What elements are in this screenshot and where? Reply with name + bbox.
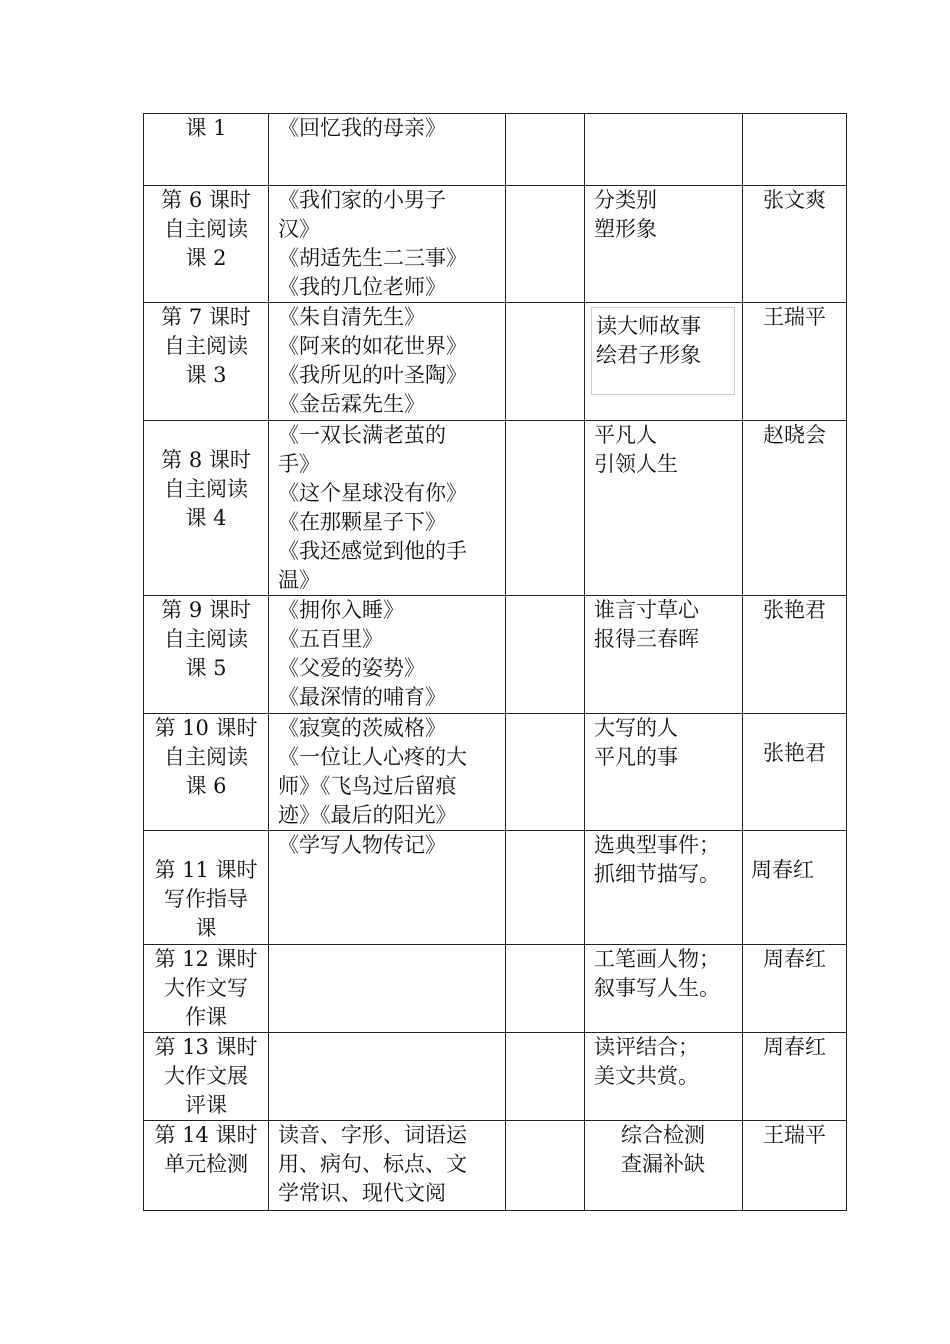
lesson-text: 第 7 课时: [161, 305, 251, 329]
text-title: 师》《飞鸟过后留痕: [278, 774, 457, 798]
teacher-cell: [743, 1121, 847, 1211]
texts-cell: [269, 421, 506, 596]
teacher-cell: [743, 421, 847, 596]
blank-cell: [506, 303, 585, 421]
goal-text: 大写的人: [594, 716, 678, 740]
blank-cell: [506, 1121, 585, 1211]
text-title: 《在那颗星子下》: [278, 510, 446, 534]
lesson-text: 第 13 课时: [154, 1035, 258, 1059]
lesson-text: 课 3: [185, 363, 227, 387]
blank-cell: [506, 114, 585, 186]
goal-cell: [585, 421, 743, 596]
lesson-text: 单元检测: [164, 1152, 248, 1176]
text-title: 《寂寞的茨威格》: [278, 716, 446, 740]
texts-cell: [269, 303, 506, 421]
teacher-name: 张艳君: [763, 741, 826, 765]
table-row: [144, 1033, 847, 1121]
table-row: [144, 945, 847, 1033]
teacher-name: 周春红: [763, 1035, 826, 1059]
lesson-text: 第 12 课时: [154, 947, 258, 971]
lesson-cell: [144, 1033, 269, 1121]
texts-cell: [269, 1121, 506, 1211]
lesson-text: 课 2: [185, 246, 227, 270]
goal-text: 抓细节描写。: [594, 862, 720, 886]
lesson-text: 写作指导: [164, 887, 248, 911]
table-row: [144, 303, 847, 421]
goal-text: 平凡的事: [594, 745, 678, 769]
lesson-text: 第 11 课时: [154, 858, 258, 882]
lesson-text: 自主阅读: [164, 477, 248, 501]
texts-cell: [269, 186, 506, 303]
teacher-cell: [743, 945, 847, 1033]
table-row: [144, 186, 847, 303]
goal-text: 美文共赏。: [594, 1064, 699, 1088]
goal-cell: [585, 186, 743, 303]
lesson-text: 大作文展: [164, 1064, 248, 1088]
blank-cell: [506, 186, 585, 303]
teacher-cell: [743, 1033, 847, 1121]
teacher-cell: [743, 596, 847, 714]
lesson-text: 课 6: [185, 774, 227, 798]
goal-text: 引领人生: [594, 452, 678, 476]
text-title: 《一双长满老茧的: [278, 423, 446, 447]
lesson-cell: [144, 421, 269, 596]
goal-text: 读评结合；: [594, 1035, 699, 1059]
text-title: 温》: [278, 568, 320, 592]
teacher-name: 周春红: [763, 947, 826, 971]
text-title: 《这个星球没有你》: [278, 481, 467, 505]
goal-text: 叙事写人生。: [594, 976, 720, 1000]
lesson-text: 自主阅读: [164, 627, 248, 651]
texts-cell: [269, 945, 506, 1033]
text-title: 《胡适先生二三事》: [278, 246, 467, 270]
lesson-text: 课 5: [185, 656, 227, 680]
text-title: 《我还感觉到他的手: [278, 539, 467, 563]
teacher-name: 张艳君: [763, 598, 826, 622]
lesson-text: 自主阅读: [164, 745, 248, 769]
table-row: [144, 421, 847, 596]
blank-cell: [506, 1033, 585, 1121]
lesson-cell: [144, 945, 269, 1033]
goal-cell: [585, 1033, 743, 1121]
lesson-cell: [144, 303, 269, 421]
goal-text: 选典型事件；: [594, 833, 720, 857]
goal-cell: [585, 714, 743, 831]
teacher-cell: [743, 303, 847, 421]
goal-text: 塑形象: [594, 217, 657, 241]
lesson-text: 评课: [185, 1093, 227, 1117]
goal-cell: [585, 596, 743, 714]
text-title: 《一位让人心疼的大: [278, 745, 467, 769]
goal-text: 平凡人: [594, 423, 657, 447]
text-title: 《学写人物传记》: [278, 833, 446, 857]
texts-cell: [269, 1033, 506, 1121]
text-title: 学常识、现代文阅: [278, 1181, 446, 1205]
lesson-text: 课 1: [185, 116, 227, 140]
text-title: 《回忆我的母亲》: [278, 116, 446, 140]
lesson-cell: [144, 596, 269, 714]
goal-cell: [585, 303, 743, 421]
teacher-name: 张文爽: [763, 188, 826, 212]
text-title: 读音、字形、词语运: [278, 1123, 467, 1147]
teacher-name: 周春红: [751, 858, 814, 882]
teacher-name: 王瑞平: [763, 1123, 826, 1147]
lesson-text: 第 10 课时: [154, 716, 258, 740]
table-row: [144, 114, 847, 186]
lesson-cell: [144, 714, 269, 831]
lesson-text: 自主阅读: [164, 334, 248, 358]
goal-text: 报得三春晖: [594, 627, 699, 651]
lesson-plan-table: [143, 113, 847, 1211]
goal-text: 综合检测: [621, 1123, 705, 1147]
lesson-text: 作课: [185, 1005, 227, 1029]
lesson-text: 第 9 课时: [161, 598, 251, 622]
texts-cell: [269, 114, 506, 186]
texts-cell: [269, 596, 506, 714]
blank-cell: [506, 714, 585, 831]
teacher-cell: [743, 186, 847, 303]
lesson-text: 自主阅读: [164, 217, 248, 241]
text-title: 《金岳霖先生》: [278, 392, 425, 416]
texts-cell: [269, 714, 506, 831]
lesson-text: 课 4: [185, 506, 227, 530]
table-row: [144, 714, 847, 831]
text-title: 《我的几位老师》: [278, 275, 446, 299]
goal-cell: [585, 945, 743, 1033]
blank-cell: [506, 421, 585, 596]
lesson-text: 第 14 课时: [154, 1123, 258, 1147]
text-title: 《朱自清先生》: [278, 305, 425, 329]
goal-text: 分类别: [594, 188, 657, 212]
goal-text: 绘君子形象: [596, 343, 701, 367]
texts-cell: [269, 831, 506, 945]
goal-box: [591, 307, 735, 395]
goal-text: 查漏补缺: [621, 1152, 705, 1176]
text-title: 《拥你入睡》: [278, 598, 404, 622]
teacher-cell: [743, 114, 847, 186]
teacher-name: 王瑞平: [763, 305, 826, 329]
goal-cell: [585, 114, 743, 186]
lesson-text: 第 8 课时: [161, 448, 251, 472]
goal-cell: [585, 1121, 743, 1211]
blank-cell: [506, 596, 585, 714]
text-title: 汉》: [278, 217, 320, 241]
text-title: 迹》《最后的阳光》: [278, 803, 457, 827]
blank-cell: [506, 945, 585, 1033]
goal-text: 读大师故事: [596, 314, 701, 338]
goal-cell: [585, 831, 743, 945]
lesson-text: 第 6 课时: [161, 188, 251, 212]
blank-cell: [506, 831, 585, 945]
teacher-cell: [743, 831, 847, 945]
table-row: [144, 831, 847, 945]
lesson-text: 大作文写: [164, 976, 248, 1000]
lesson-cell: [144, 1121, 269, 1211]
goal-text: 工笔画人物；: [594, 947, 720, 971]
teacher-cell: [743, 714, 847, 831]
lesson-cell: [144, 186, 269, 303]
text-title: 《我所见的叶圣陶》: [278, 363, 467, 387]
text-title: 《父爱的姿势》: [278, 656, 425, 680]
table-row: [144, 596, 847, 714]
text-title: 手》: [278, 452, 320, 476]
lesson-cell: [144, 114, 269, 186]
text-title: 《最深情的哺育》: [278, 685, 446, 709]
teacher-name: 赵晓会: [763, 423, 826, 447]
lesson-text: 课: [195, 916, 217, 940]
lesson-cell: [144, 831, 269, 945]
goal-text: 谁言寸草心: [594, 598, 699, 622]
text-title: 《五百里》: [278, 627, 383, 651]
text-title: 《阿来的如花世界》: [278, 334, 467, 358]
text-title: 《我们家的小男子: [278, 188, 446, 212]
table-row: [144, 1121, 847, 1211]
text-title: 用、病句、标点、文: [278, 1152, 467, 1176]
